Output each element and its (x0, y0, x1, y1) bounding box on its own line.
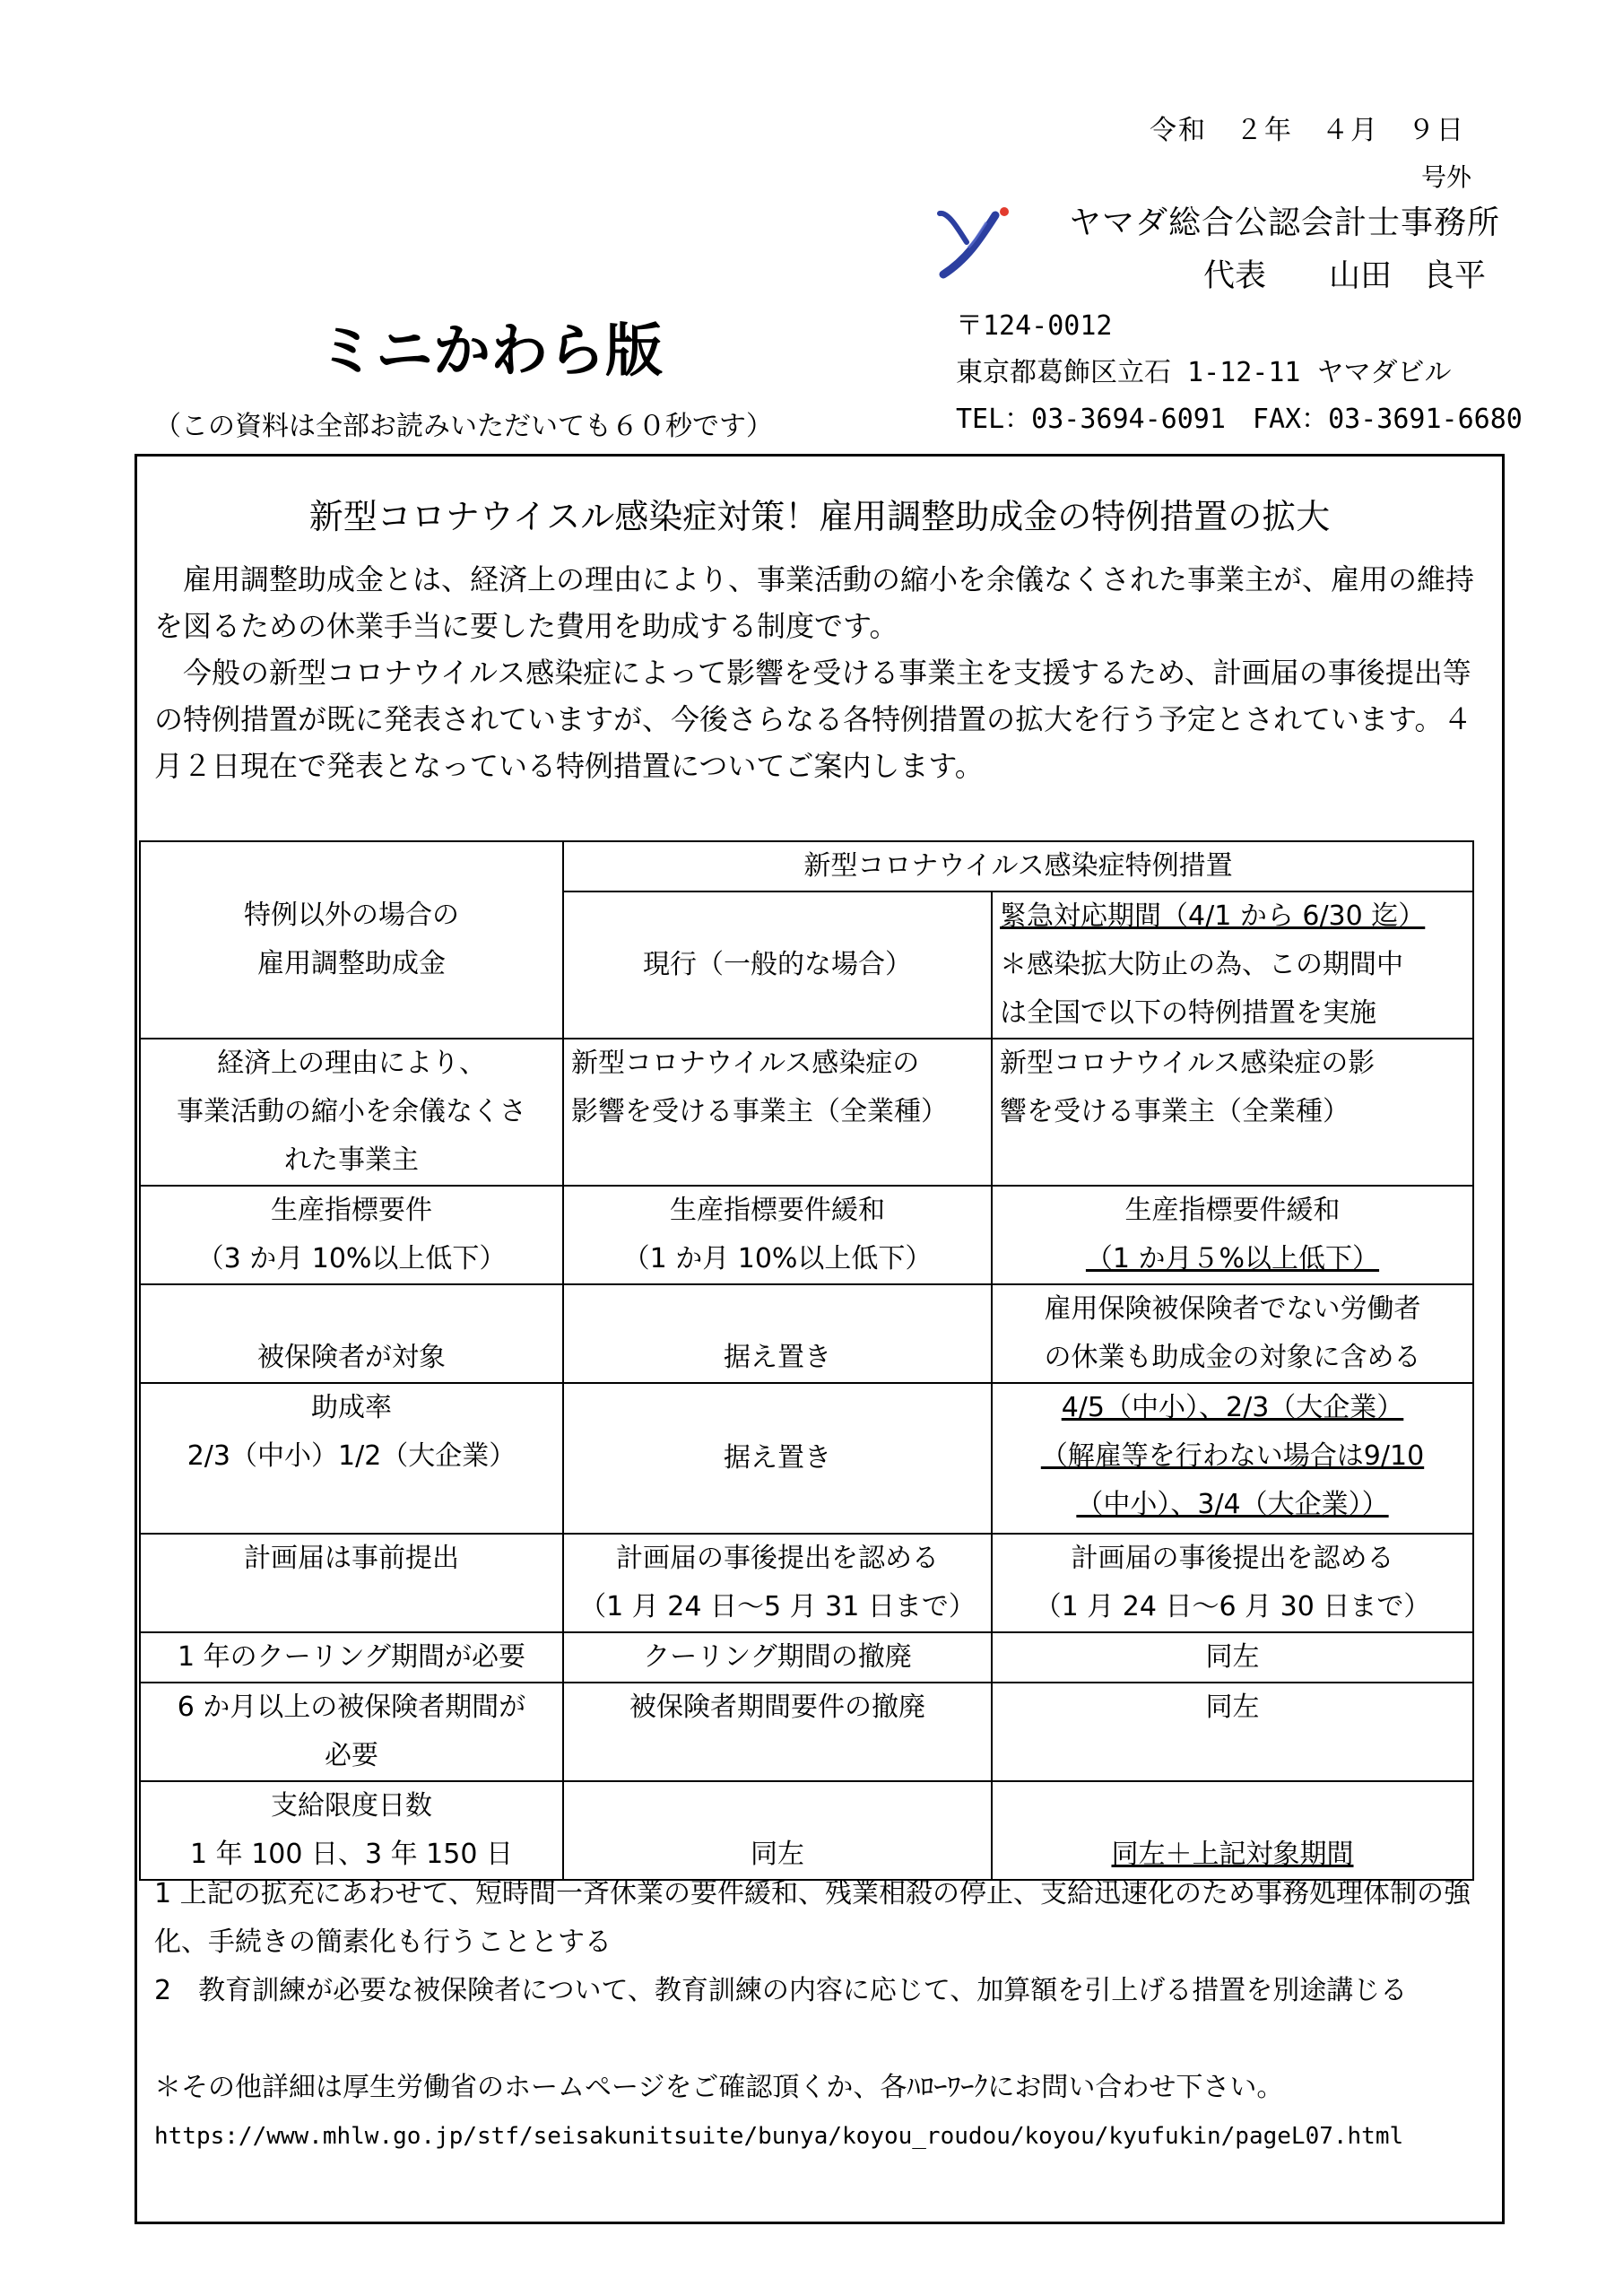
table-row (140, 1683, 1473, 1781)
cell-emergency: 同左＋上記対象期間 (992, 1781, 1473, 1880)
office-logo (933, 204, 1015, 280)
intro-paragraph-2: 今般の新型コロナウイルス感染症によって影響を受ける事業主を支援するため、計画届の事後提出等の特例措置が既に発表されていますが、今後さらなる各特例措置の拡大を行う予定とされています。４月２日現在で発表となっている特例措置についてご案内します。 (154, 656, 1472, 783)
header-current: 現行（一般的な場合） (563, 891, 992, 1039)
cell-standard: 1 年のクーリング期間が必要 (140, 1632, 563, 1683)
cell-emergency: 雇用保険被保険者でない労働者 の休業も助成金の対象に含める (992, 1284, 1473, 1383)
cell-emergency: 同左 (992, 1632, 1473, 1683)
office-name: ヤマダ総合公認会計士事務所 (1069, 204, 1501, 241)
read-time-note: （この資料は全部お読みいただいても６０秒です） (154, 411, 773, 442)
table-row (140, 1632, 1473, 1683)
postal-code: 〒124-0012 (956, 310, 1113, 342)
cell-current: 据え置き (563, 1284, 992, 1383)
cell-emergency: 計画届の事後提出を認める （1 月 24 日〜6 月 30 日まで） (992, 1534, 1473, 1632)
table-row (140, 1534, 1473, 1632)
table-row (140, 1284, 1473, 1383)
comparison-table (139, 840, 1474, 1881)
cell-standard: 経済上の理由により、 事業活動の縮小を余儀なくさ れた事業主 (140, 1039, 563, 1186)
cell-emergency: 4/5（中小）、2/3（大企業） （解雇等を行わない場合は9/10 （中小）、3/4（大企業）） (992, 1383, 1473, 1534)
cell-current: 計画届の事後提出を認める （1 月 24 日〜5 月 31 日まで） (563, 1534, 992, 1632)
address: 東京都葛飾区立石 1-12-11 ヤマダビル (956, 357, 1452, 388)
representative (1203, 251, 1486, 296)
intro-paragraph-1: 雇用調整助成金とは、経済上の理由により、事業活動の縮小を余儀なくされた事業主が、雇用の維持を図るための休業手当に要した費用を助成する制度です。 (154, 562, 1475, 643)
cell-emergency: 新型コロナウイルス感染症の影 響を受ける事業主（全業種） (992, 1039, 1473, 1186)
article-intro (154, 556, 1490, 789)
table-row (140, 1186, 1473, 1284)
issue-date: 令和 ２年 ４月 ９日 (1150, 115, 1465, 146)
cell-standard: 助成率 2/3（中小）1/2（大企業） (140, 1383, 563, 1534)
rep-title: 代表 (1203, 258, 1267, 294)
header-standard: 特例以外の場合の 雇用調整助成金 (140, 841, 563, 1039)
cell-current: 据え置き (563, 1383, 992, 1534)
cell-current: 生産指標要件緩和 （1 か月 10%以上低下） (563, 1186, 992, 1284)
cell-emergency: 同左 (992, 1683, 1473, 1781)
cell-current: 被保険者期間要件の撤廃 (563, 1683, 992, 1781)
cell-standard: 生産指標要件 （3 か月 10%以上低下） (140, 1186, 563, 1284)
table-row (140, 1781, 1473, 1880)
contact-block (956, 303, 1523, 443)
rep-name: 山田 良平 (1329, 258, 1487, 294)
cell-standard: 6 か月以上の被保険者期間が 必要 (140, 1683, 563, 1781)
reference-url[interactable]: https://www.mhlw.go.jp/stf/seisakunitsuite/bunya/koyou_roudou/koyou/kyufukin/pageL07.html (154, 2123, 1404, 2150)
cell-standard: 被保険者が対象 (140, 1284, 563, 1383)
newsletter-title: ミニかわら版 (318, 318, 663, 385)
header-special-measures: 新型コロナウイルス感染症特例措置 (563, 841, 1473, 891)
table-row (140, 1039, 1473, 1186)
cell-standard: 支給限度日数 1 年 100 日、3 年 150 日 (140, 1781, 563, 1880)
details-note: ＊その他詳細は厚生労働省のホームページをご確認頂くか、各ﾊﾛｰﾜｰｸにお問い合わせ下さい。 (154, 2072, 1284, 2103)
header-emergency: 緊急対応期間（4/1 から 6/30 迄） ＊感染拡大防止の為、この期間中 は全国で以下の特例措置を実施 (992, 891, 1473, 1039)
cell-current: 新型コロナウイルス感染症の 影響を受ける事業主（全業種） (563, 1039, 992, 1186)
issue-number: 号外 (1421, 162, 1472, 192)
footnote-2: 2 教育訓練が必要な被保険者について、教育訓練の内容に応じて、加算額を引上げる措置を別途講じる (154, 1975, 1408, 2006)
footnotes (154, 1870, 1490, 2161)
cell-current: 同左 (563, 1781, 992, 1880)
cell-current: クーリング期間の撤廃 (563, 1632, 992, 1683)
footnote-1: 1 上記の拡充にあわせて、短時間一斉休業の要件緩和、残業相殺の停止、支給迅速化のため事務処理体制の強化、手続きの簡素化も行うこととする (154, 1878, 1471, 1958)
table-row (140, 1383, 1473, 1534)
tel-fax: TEL：03-3694-6091 FAX：03-3691-6680 (956, 404, 1523, 435)
cell-standard: 計画届は事前提出 (140, 1534, 563, 1632)
article-title: 新型コロナウイスル感染症対策！雇用調整助成金の特例措置の拡大 (308, 497, 1331, 536)
cell-emergency: 生産指標要件緩和 （1 か月５%以上低下） (992, 1186, 1473, 1284)
